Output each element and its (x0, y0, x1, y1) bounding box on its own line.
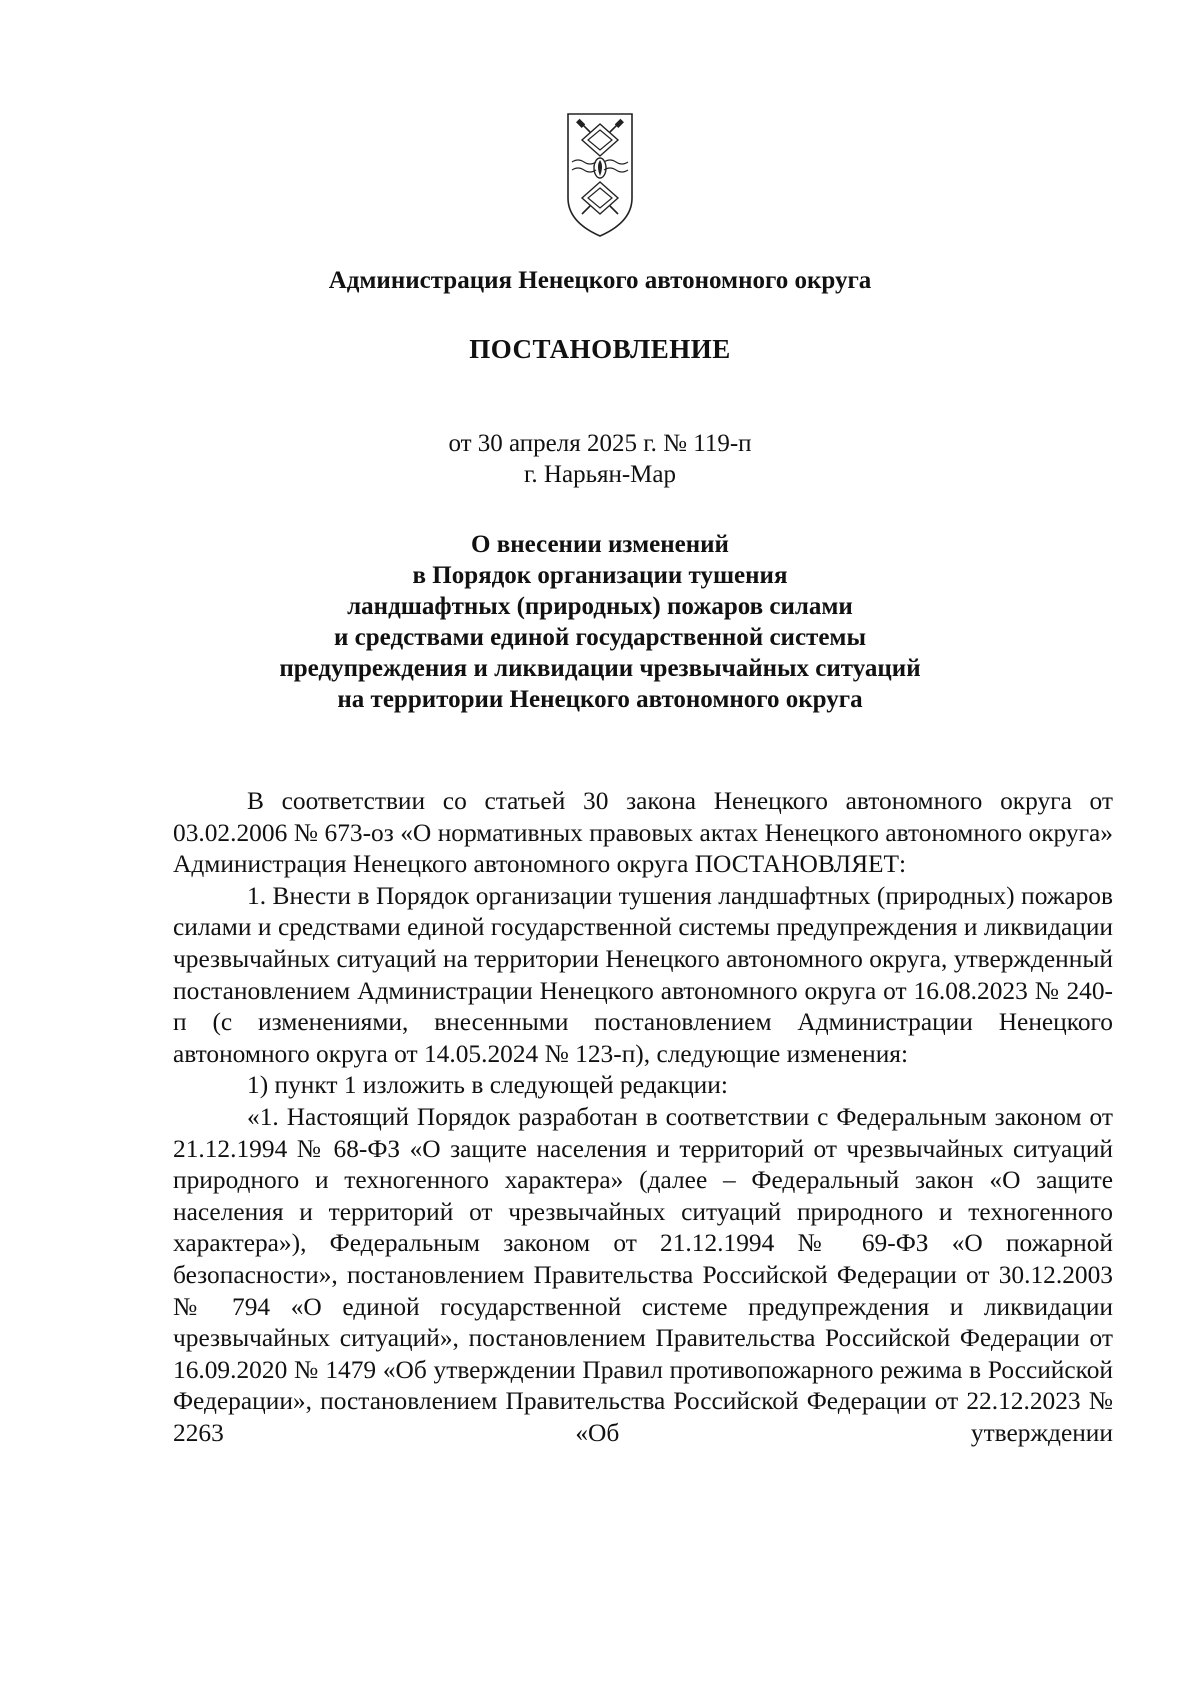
body-paragraph-subitem-1: 1) пункт 1 изложить в следующей редакции: (247, 1071, 728, 1100)
body-paragraph-new-wording: «1. Настоящий Порядок разработан в соответствии с Федеральным законом от 21.12.1994 № 68-ФЗ «О защите населения и территорий от чрезвычайных ситуаций природного и техногенного характера» (далее – Федеральный закон «О защите населения и территорий от чрезвычайных ситуаций природного и техногенного характера»), Федеральным законом от 21.12.1994 № 69-ФЗ «О пожарной безопасности», постановлением Правительства Российской Федерации от 30.12.2003 № 794 «О единой государственной системе предупреждения и ликвидации чрезвычайных ситуаций», постановлением Правительства Российской Федерации от 16.09.2020 № 1479 «Об утверждении Правил противопожарного режима в Российской Федерации», постановлением Правительства Российской Федерации от 22.12.2023 № 2263 «Об утверждении (173, 1102, 1113, 1447)
title-line: в Порядок организации тушения (412, 562, 788, 589)
organization-name: Администрация Ненецкого автономного округа (328, 267, 872, 294)
title-line: на территории Ненецкого автономного округа (337, 686, 863, 713)
body-paragraph-preamble: В соответствии со статьей 30 закона Ненецкого автономного округа от 03.02.2006 № 673-оз «О нормативных правовых актах Ненецкого автономного округа» Администрация Ненецкого автономного округа ПОСТАНОВЛЯЕТ: (173, 787, 1113, 879)
coat-of-arms-icon (560, 110, 640, 240)
title-line: О внесении изменений (471, 531, 729, 558)
document-place: г. Нарьян-Мар (523, 461, 676, 488)
document-date-number: от 30 апреля 2025 г. № 119-п (448, 430, 752, 457)
document-type: ПОСТАНОВЛЕНИЕ (469, 334, 731, 364)
document-title (0, 529, 1200, 715)
body-paragraph-item-1: 1. Внести в Порядок организации тушения ландшафтных (природных) пожаров силами и средствами единой государственной системы предупреждения и ликвидации чрезвычайных ситуаций на территории Ненецкого автономного округа, утвержденный постановлением Администрации Ненецкого автономного округа от 16.08.2023 № 240-п (с изменениями, внесенными постановлением Администрации Ненецкого автономного округа от 14.05.2024 № 123-п), следующие изменения: (173, 881, 1113, 1068)
document-body (173, 786, 1113, 1449)
title-line: ландшафтных (природных) пожаров силами (347, 593, 853, 620)
title-line: и средствами единой государственной системы (334, 624, 866, 651)
title-line: предупреждения и ликвидации чрезвычайных ситуаций (279, 655, 921, 682)
